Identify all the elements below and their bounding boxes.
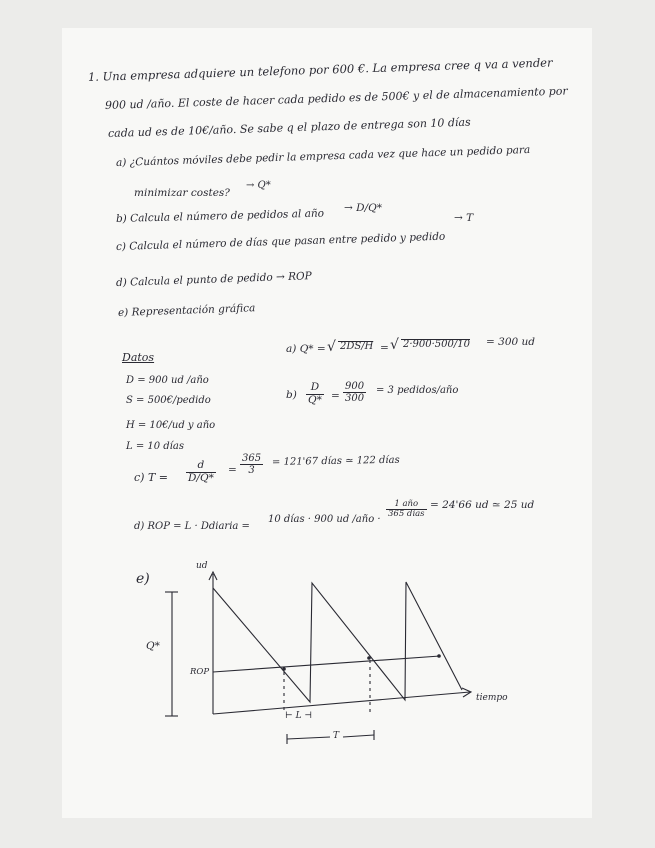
answer-d-numerator: 1 año [386, 500, 427, 510]
problem-line-3: cada ud es de 10€/año. Se sabe q el plazo de entrega son 10 días [107, 115, 471, 140]
graph-q-star-label: Q* [146, 640, 160, 652]
question-c: c) Calcula el número de días que pasan entre pedido y pedido [115, 230, 446, 253]
answer-c-numerator-2: 365 [242, 453, 262, 464]
question-a-line-2: minimizar costes? [134, 187, 230, 199]
answer-a-sqrt-2: 2·900·500/10 [403, 339, 470, 350]
answer-c-numerator: d [186, 460, 216, 473]
answer-c-denominator-2: 3 [248, 465, 255, 476]
problem-line-2: 900 ud /año. El coste de hacer cada pedido es de 500€ y el de almacenamiento por [104, 84, 568, 112]
datos-lead-time: L = 10 días [126, 441, 184, 452]
graph-rop-label: ROP [190, 667, 210, 677]
answer-b-numerator-2: 900 [345, 381, 365, 392]
datos-title: Datos [122, 351, 155, 364]
question-c-arrow: → T [454, 212, 474, 224]
inventory-sawtooth [213, 582, 462, 702]
answer-d-label: d) ROP = L · Ddiaria = [134, 521, 250, 532]
datos-demand: D = 900 ud /año [126, 375, 209, 386]
answer-a-label: a) Q* = [286, 343, 326, 355]
answer-a-result: = 300 ud [486, 336, 535, 348]
rop-point-2 [367, 656, 371, 660]
graph-label-e: e) [136, 571, 150, 587]
rop-point-3 [437, 654, 441, 658]
t-bracket-left [287, 737, 330, 739]
rop-point-1 [282, 667, 286, 671]
question-a-arrow: → Q* [246, 180, 271, 191]
question-e: e) Representación gráfica [117, 302, 256, 319]
answer-c-denominator: D/Q* [188, 471, 214, 484]
answer-b-label: b) [286, 389, 297, 401]
answer-b-denominator-2: 300 [345, 393, 365, 404]
datos-order-cost: S = 500€/pedido [126, 395, 211, 406]
question-a-line-1: a) ¿Cuántos móviles debe pedir la empresa cada vez que hace un pedido para [115, 143, 531, 169]
graph-x-axis-label: tiempo [476, 693, 508, 703]
answer-b-numerator: D [306, 382, 324, 395]
x-axis [213, 692, 470, 714]
answer-c-result: = 121'67 días ≃ 122 días [271, 454, 400, 468]
answer-d-mid: 10 días · 900 ud /año · [268, 514, 381, 525]
t-bracket-right [343, 735, 374, 737]
answer-c-eq: = [228, 464, 237, 476]
answer-d-result: = 24'66 ud ≃ 25 ud [430, 499, 535, 511]
answer-d-denominator: 365 días [388, 509, 425, 520]
graph-cycle-label: T [333, 731, 340, 741]
answer-a-sqrt-symbol-1: √ [327, 339, 336, 355]
graph-y-axis-label: ud [196, 561, 208, 571]
problem-line-1: 1. Una empresa adquiere un telefono por 600 €. La empresa cree q va a vender [87, 55, 553, 84]
question-b: b) Calcula el número de pedidos al año [115, 207, 325, 225]
answer-a-sqrt-symbol-2: √ [390, 337, 399, 353]
question-b-arrow: → D/Q* [344, 202, 382, 214]
answer-b-eq: = [331, 390, 340, 402]
answer-b-denominator: Q* [308, 393, 322, 406]
datos-holding-cost: H = 10€/ud y año [126, 420, 216, 431]
graph-lead-time-label: ⊢ L ⊣ [285, 711, 313, 721]
answer-c-label: c) T = [134, 471, 168, 484]
question-d: d) Calcula el punto de pedido → ROP [115, 270, 312, 289]
answer-b-result: = 3 pedidos/año [376, 385, 459, 396]
answer-a-eq: = [380, 342, 389, 354]
rop-line [213, 656, 440, 672]
answer-a-sqrt-1: 2DS/H [340, 341, 374, 352]
